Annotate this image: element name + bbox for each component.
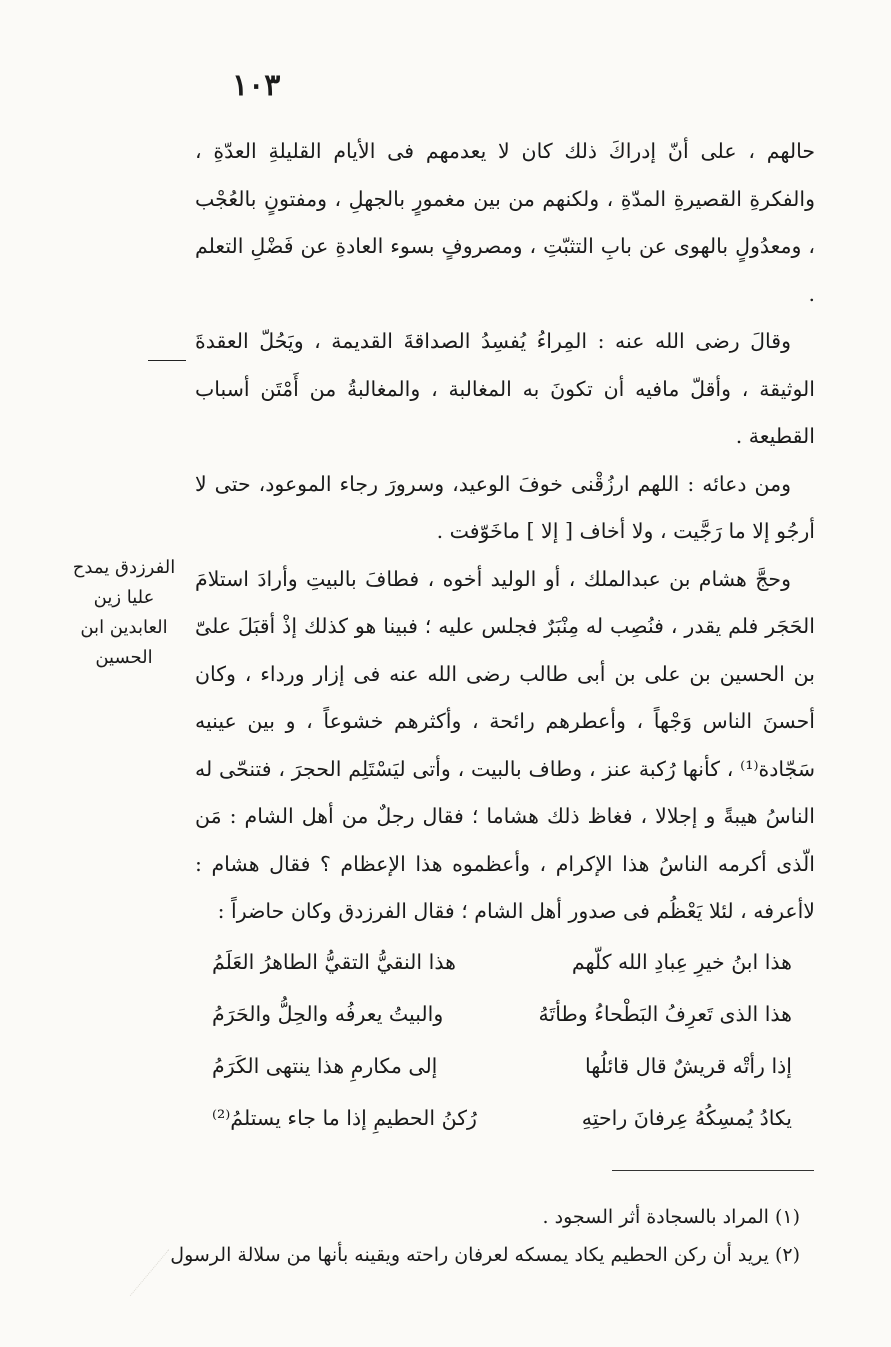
paragraph-3: ومن دعائه : اللهم ارزُقْنى خوفَ الوعيد، وسرورَ رجاء الموعود، حتى لا أرجُو إلا ما رَجَّيت ، ولا أخاف [ إلا ] ماخَوّفت . [195,471,815,543]
footnotes [170,1198,800,1274]
poem-verse [212,988,792,1040]
margin-note-line: الحسين [95,647,153,668]
verse-second-hemistich: والبيتُ يعرفُه والحِلُّ والحَرَمُ [212,1002,444,1026]
footnote-1: (١) المراد بالسجادة أثر السجود . [542,1206,800,1228]
footnote-divider [612,1170,814,1171]
verse-first-hemistich: إذا رأتْه قريشٌ قال قائلُها [584,1054,792,1078]
footnote-2: (٢) يريد أن ركن الحطيم يكاد يمسكه لعرفان راحته ويقينه بأنها من سلالة الرسول [170,1244,800,1266]
verse-first-hemistich: يكادُ يُمسِكُهُ عِرفانَ راحتِهِ [581,1106,792,1130]
poem-verse [212,936,792,988]
verse-first-hemistich: هذا ابنُ خيرِ عِبادِ الله كلّهم [571,950,792,974]
poem-verse [212,1092,792,1144]
paragraph-1: حالهم ، على أنّ إدراكَ ذلك كان لا يعدمهم فى الأيام القليلةِ العدّةِ ، والفكرةِ القصيرةِ المدّةِ ، ولكنهم من بين مغمورٍ بالجهلِ ، ومفتونٍ بالعُجْب ، ومعدُولٍ بالهوى عن بابِ التثبّتِ ، ومصروفٍ بسوء العادةِ عن فَضْلِ التعلم . [195,139,815,306]
margin-note-line: عليا زين [93,587,155,608]
paragraph-4: وحجَّ هشام بن عبدالملك ، أو الوليد أخوه ، فطافَ بالبيتِ وأرادَ استلامَ الحَجَر فلم يقدر ، فنُصِب له مِنْبَرٌ فجلس عليه ؛ فبينا هو كذلك إذْ أقبَلَ علىّ بن الحسين بن على بن أبى طالب رضى الله عنه فى إزار ورداء ، وكان أحسنَ الناس وَجْهاً ، وأعطرهم رائحة ، وأكثرهم خشوعاً ، و بين عينيه سَجّادة⁽¹⁾ ، كأنها رُكبة عنز ، وطاف بالبيت ، وأتى ليَسْتَلِم الحجرَ ، فتنحّى له الناسُ هيبةً و إجلالا ، فغاظ ذلك هشاما ؛ فقال رجلٌ من أهل الشام : مَن الّذى أكرمه الناسُ هذا الإكرام ، وأعظموه هذا الإعظام ؟ فقال هشام : لاأعرفه ، لئلا يَعْظُم فى صدور أهل الشام ؛ فقال الفرزدق وكان حاضراً : [195,566,815,923]
page-number: ١٠٣ [232,68,281,103]
margin-note [60,553,188,673]
verse-second-hemistich: رُكنُ الحطيمِ إذا ما جاء يستلمُ⁽²⁾ [212,1106,477,1130]
margin-dash [148,360,186,361]
poem-verse [212,1040,792,1092]
verse-second-hemistich: هذا النقيُّ التقيُّ الطاهرُ العَلَمُ [212,950,456,974]
main-text [195,128,815,936]
verse-second-hemistich: إلى مكارمِ هذا ينتهى الكَرَمُ [212,1054,438,1078]
verse-first-hemistich: هذا الذى تَعرِفُ البَطْحاءُ وطأتَهُ [538,1002,792,1026]
margin-note-line: الفرزدق يمدح [72,557,176,578]
poem [212,936,792,1144]
margin-note-line: العابدين ابن [80,617,168,638]
paragraph-2: وقالَ رضى الله عنه : المِراءُ يُفسِدُ الصداقةَ القديمة ، ويَحُلّ العقدةَ الوثيقة ، وأقلّ مافيه أن تكونَ به المغالبة ، والمغالبةُ من أَمْتَن أسباب القطيعة . [195,329,815,448]
